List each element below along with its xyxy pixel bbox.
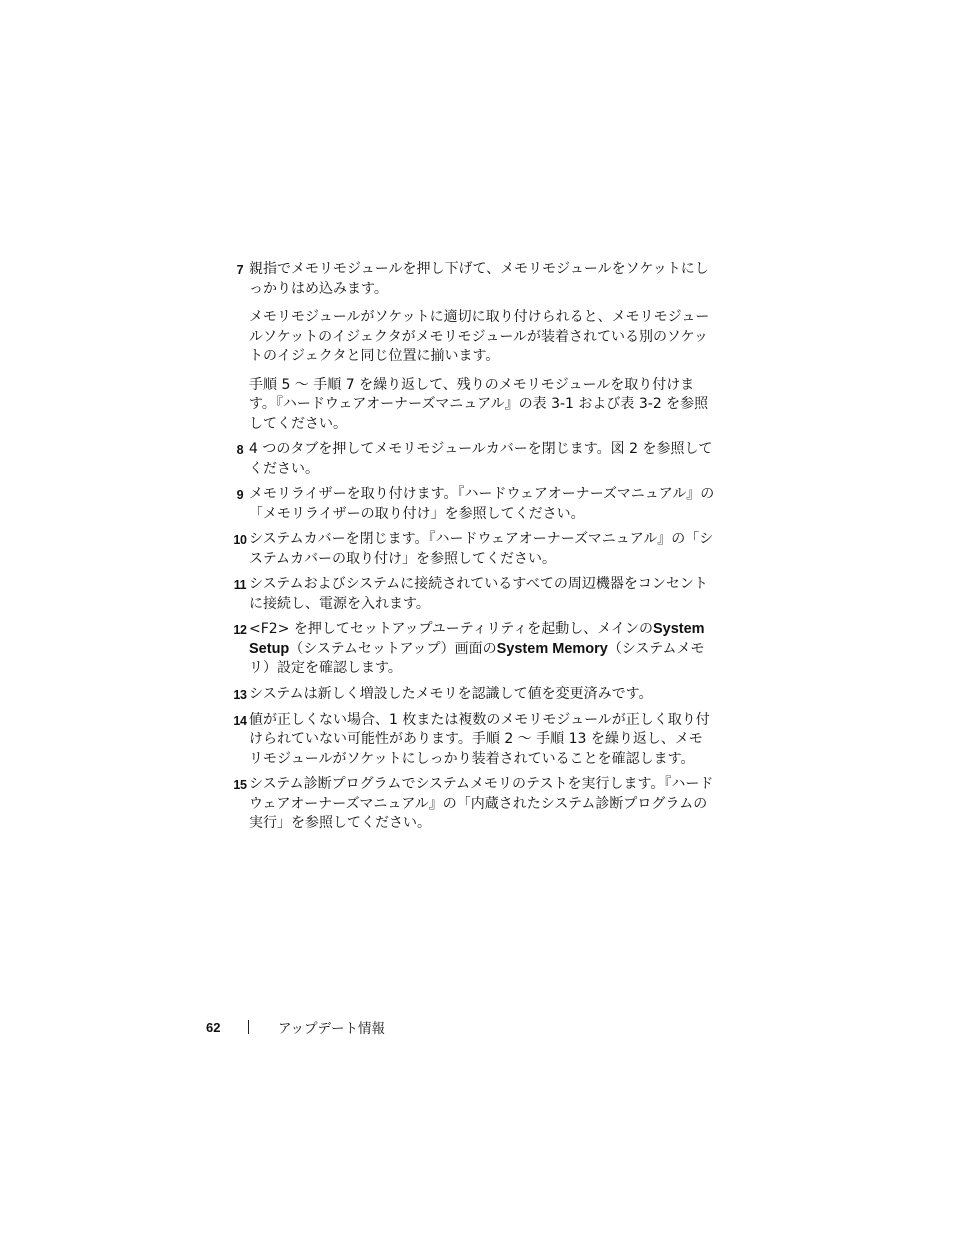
step-13 [218,685,718,705]
step-number: 9 [236,488,244,502]
instruction-list [218,260,718,840]
step-body [249,711,715,770]
step-10 [218,530,718,569]
step-text: 値が正しくない場合、1 枚または複数のメモリモジュールが正しく取り付けられていない可能性があります。手順 2 ～ 手順 13 を繰り返し、メモリモジュールがソケットにしっかり装着されていることを確認します。 [249,711,710,767]
step-body [249,775,715,834]
step-text: 親指でメモリモジュールを押し下げて、メモリモジュールをソケットにしっかりはめ込みます。 [249,261,709,297]
step-11 [218,575,718,614]
step-number: 15 [233,778,247,792]
page-number: 62 [206,1019,221,1035]
step-note: 手順 5 ～ 手順 7 を繰り返して、残りのメモリモジュールを取り付けます。『ハードウェアオーナーズマニュアル』の表 3-1 および表 3-2 を参照してください。 [249,376,709,432]
step-text: システムは新しく増設したメモリを認識して値を変更済みです。 [249,685,653,702]
step-8 [218,440,718,479]
step-number: 11 [233,578,247,592]
step-number: 8 [236,443,244,457]
page-footer [206,1017,385,1037]
step-text: 4 つのタブを押してメモリモジュールカバーを閉じます。図 2 を参照してください。 [249,441,713,477]
step-7 [218,260,718,434]
step-12 [218,620,718,679]
step-body [249,440,715,479]
ui-term-system-setup: System Setup [249,621,705,657]
step-text: システムおよびシステムに接続されているすべての周辺機器をコンセントに接続し、電源を入れます。 [249,576,708,612]
step-text-part: （システムセットアップ）画面の [289,640,497,657]
step-body [249,485,715,524]
step-number: 7 [236,263,244,277]
step-text-part: <F2> を押してセットアップユーティリティを起動し、メインの [249,621,653,637]
step-body [249,685,715,705]
step-body [249,260,715,434]
step-text: システム診断プログラムでシステムメモリのテストを実行します。『ハードウェアオーナーズマニュアル』の「内蔵されたシステム診断プログラムの実行」を参照してください。 [249,776,714,831]
step-9 [218,485,718,524]
step-note: メモリモジュールがソケットに適切に取り付けられると、メモリモジュールソケットのイジェクタがメモリモジュールが装着されている別のソケットのイジェクタと同じ位置に揃います。 [249,309,710,364]
footer-divider [248,1020,249,1034]
step-number: 14 [233,713,247,728]
step-text: メモリライザーを取り付けます。『ハードウェアオーナーズマニュアル』の「メモリライザーの取り付け」を参照してください。 [249,486,715,522]
step-text-part: （システムメモリ）設定を確認します。 [249,640,705,676]
step-body [249,620,715,679]
ui-term-system-memory: System Memory [496,640,608,657]
step-15 [218,775,718,834]
step-text [249,620,715,679]
section-title: アップデート情報 [278,1021,386,1037]
step-number: 13 [233,687,247,702]
step-number: 10 [233,533,247,547]
step-body [249,530,715,569]
step-number: 12 [233,623,247,637]
step-14 [218,711,718,770]
step-body [249,575,715,614]
step-text: システムカバーを閉じます。『ハードウェアオーナーズマニュアル』の「システムカバーの取り付け」を参照してください。 [249,531,714,567]
